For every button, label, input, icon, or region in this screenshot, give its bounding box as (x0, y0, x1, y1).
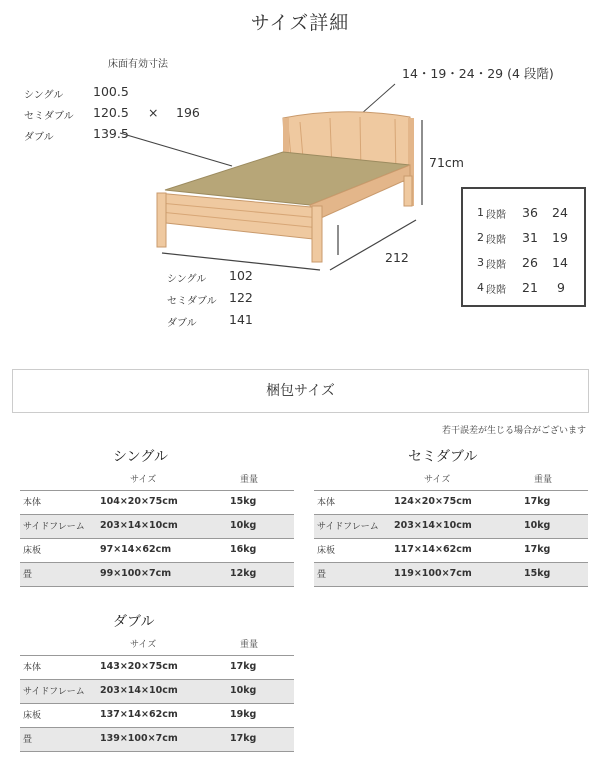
mattress-value-semidouble: 120.5 (93, 105, 129, 120)
step-value-b: 9 (557, 280, 565, 295)
outer-value-double: 141 (229, 312, 253, 327)
packing-size-header: 梱包サイズ (12, 369, 589, 413)
mattress-value-double: 139.5 (93, 126, 129, 141)
step-number: 3 (477, 256, 484, 269)
step-value-b: 24 (552, 205, 568, 220)
step-value-b: 14 (552, 255, 568, 270)
mattress-label-semidouble: セミダブル (24, 111, 74, 122)
part-name: 床板 (23, 711, 42, 721)
part-name: 畳 (23, 735, 33, 745)
table-title-double: ダブル (113, 614, 155, 630)
table-bottom-rule (20, 586, 294, 587)
step-number: 2 (477, 231, 484, 244)
part-weight: 17kg (230, 661, 257, 672)
part-size: 203×14×10cm (100, 520, 178, 531)
part-name: サイドフレーム (23, 687, 85, 697)
mattress-value-single: 100.5 (93, 84, 129, 99)
step-unit: 段階 (486, 210, 506, 221)
step-unit: 段階 (486, 285, 506, 296)
part-size: 119×100×7cm (394, 568, 472, 579)
table-row (20, 727, 294, 751)
step-value-b: 19 (552, 230, 568, 245)
outer-value-semidouble: 122 (229, 290, 253, 305)
part-name: 畳 (317, 570, 327, 580)
part-weight: 19kg (230, 709, 257, 720)
step-value-a: 21 (522, 280, 538, 295)
part-weight: 15kg (230, 496, 257, 507)
step-value-a: 36 (522, 205, 538, 220)
part-size: 137×14×62cm (100, 709, 178, 720)
outer-value-single: 102 (229, 268, 253, 283)
part-name: 畳 (23, 570, 33, 580)
part-weight: 10kg (230, 520, 257, 531)
table-row (314, 538, 588, 562)
part-size: 139×100×7cm (100, 733, 178, 744)
part-weight: 12kg (230, 568, 257, 579)
part-size: 203×14×10cm (394, 520, 472, 531)
table-row (314, 562, 588, 586)
part-size: 117×14×62cm (394, 544, 472, 555)
table-row (20, 703, 294, 727)
part-name: サイドフレーム (317, 522, 379, 532)
part-name: サイドフレーム (23, 522, 85, 532)
page-title: サイズ詳細 (250, 12, 350, 34)
col-header-weight: 重量 (240, 475, 259, 485)
table-title-semidouble: セミダブル (408, 449, 478, 465)
table-row (314, 514, 588, 538)
col-header-size: サイズ (130, 475, 157, 485)
part-weight: 17kg (524, 544, 551, 555)
height-steps-table (461, 187, 586, 307)
part-name: 本体 (23, 663, 42, 673)
table-row (20, 538, 294, 562)
table-bottom-rule (20, 751, 294, 752)
col-header-weight: 重量 (240, 640, 259, 650)
part-weight: 16kg (230, 544, 257, 555)
tolerance-note: 若干誤差が生じる場合がございます (441, 426, 586, 436)
part-size: 97×14×62cm (100, 544, 172, 555)
table-row (20, 655, 294, 679)
part-weight: 17kg (524, 496, 551, 507)
part-weight: 15kg (524, 568, 551, 579)
part-name: 床板 (317, 546, 336, 556)
step-value-a: 26 (522, 255, 538, 270)
step-number: 4 (477, 281, 484, 294)
step-unit: 段階 (486, 235, 506, 246)
mattress-label-double: ダブル (24, 132, 54, 143)
table-row (20, 490, 294, 514)
part-name: 本体 (317, 498, 336, 508)
bed-length: 212 (385, 250, 409, 265)
step-number: 1 (477, 206, 484, 219)
outer-label-semidouble: セミダブル (167, 296, 217, 307)
mattress-label-single: シングル (24, 90, 64, 101)
outer-label-double: ダブル (167, 318, 197, 329)
col-header-weight: 重量 (534, 475, 553, 485)
mattress-length: 196 (176, 105, 200, 120)
table-bottom-rule (314, 586, 588, 587)
part-name: 本体 (23, 498, 42, 508)
outer-label-single: シングル (167, 274, 207, 285)
part-size: 143×20×75cm (100, 661, 178, 672)
part-size: 104×20×75cm (100, 496, 178, 507)
part-weight: 10kg (524, 520, 551, 531)
part-size: 124×20×75cm (394, 496, 472, 507)
table-row (20, 562, 294, 586)
part-weight: 17kg (230, 733, 257, 744)
table-title-single: シングル (113, 449, 168, 465)
step-value-a: 31 (522, 230, 538, 245)
table-row (314, 490, 588, 514)
col-header-size: サイズ (130, 640, 157, 650)
mattress-size-heading: 床面有効寸法 (108, 59, 168, 70)
times-sign: × (148, 105, 159, 120)
table-row (20, 514, 294, 538)
height-steps-label: 14・19・24・29 (4 段階) (402, 66, 554, 81)
part-size: 99×100×7cm (100, 568, 172, 579)
part-size: 203×14×10cm (100, 685, 178, 696)
step-unit: 段階 (486, 260, 506, 271)
part-weight: 10kg (230, 685, 257, 696)
bed-height: 71cm (429, 155, 464, 170)
table-row (20, 679, 294, 703)
part-name: 床板 (23, 546, 42, 556)
col-header-size: サイズ (424, 475, 451, 485)
